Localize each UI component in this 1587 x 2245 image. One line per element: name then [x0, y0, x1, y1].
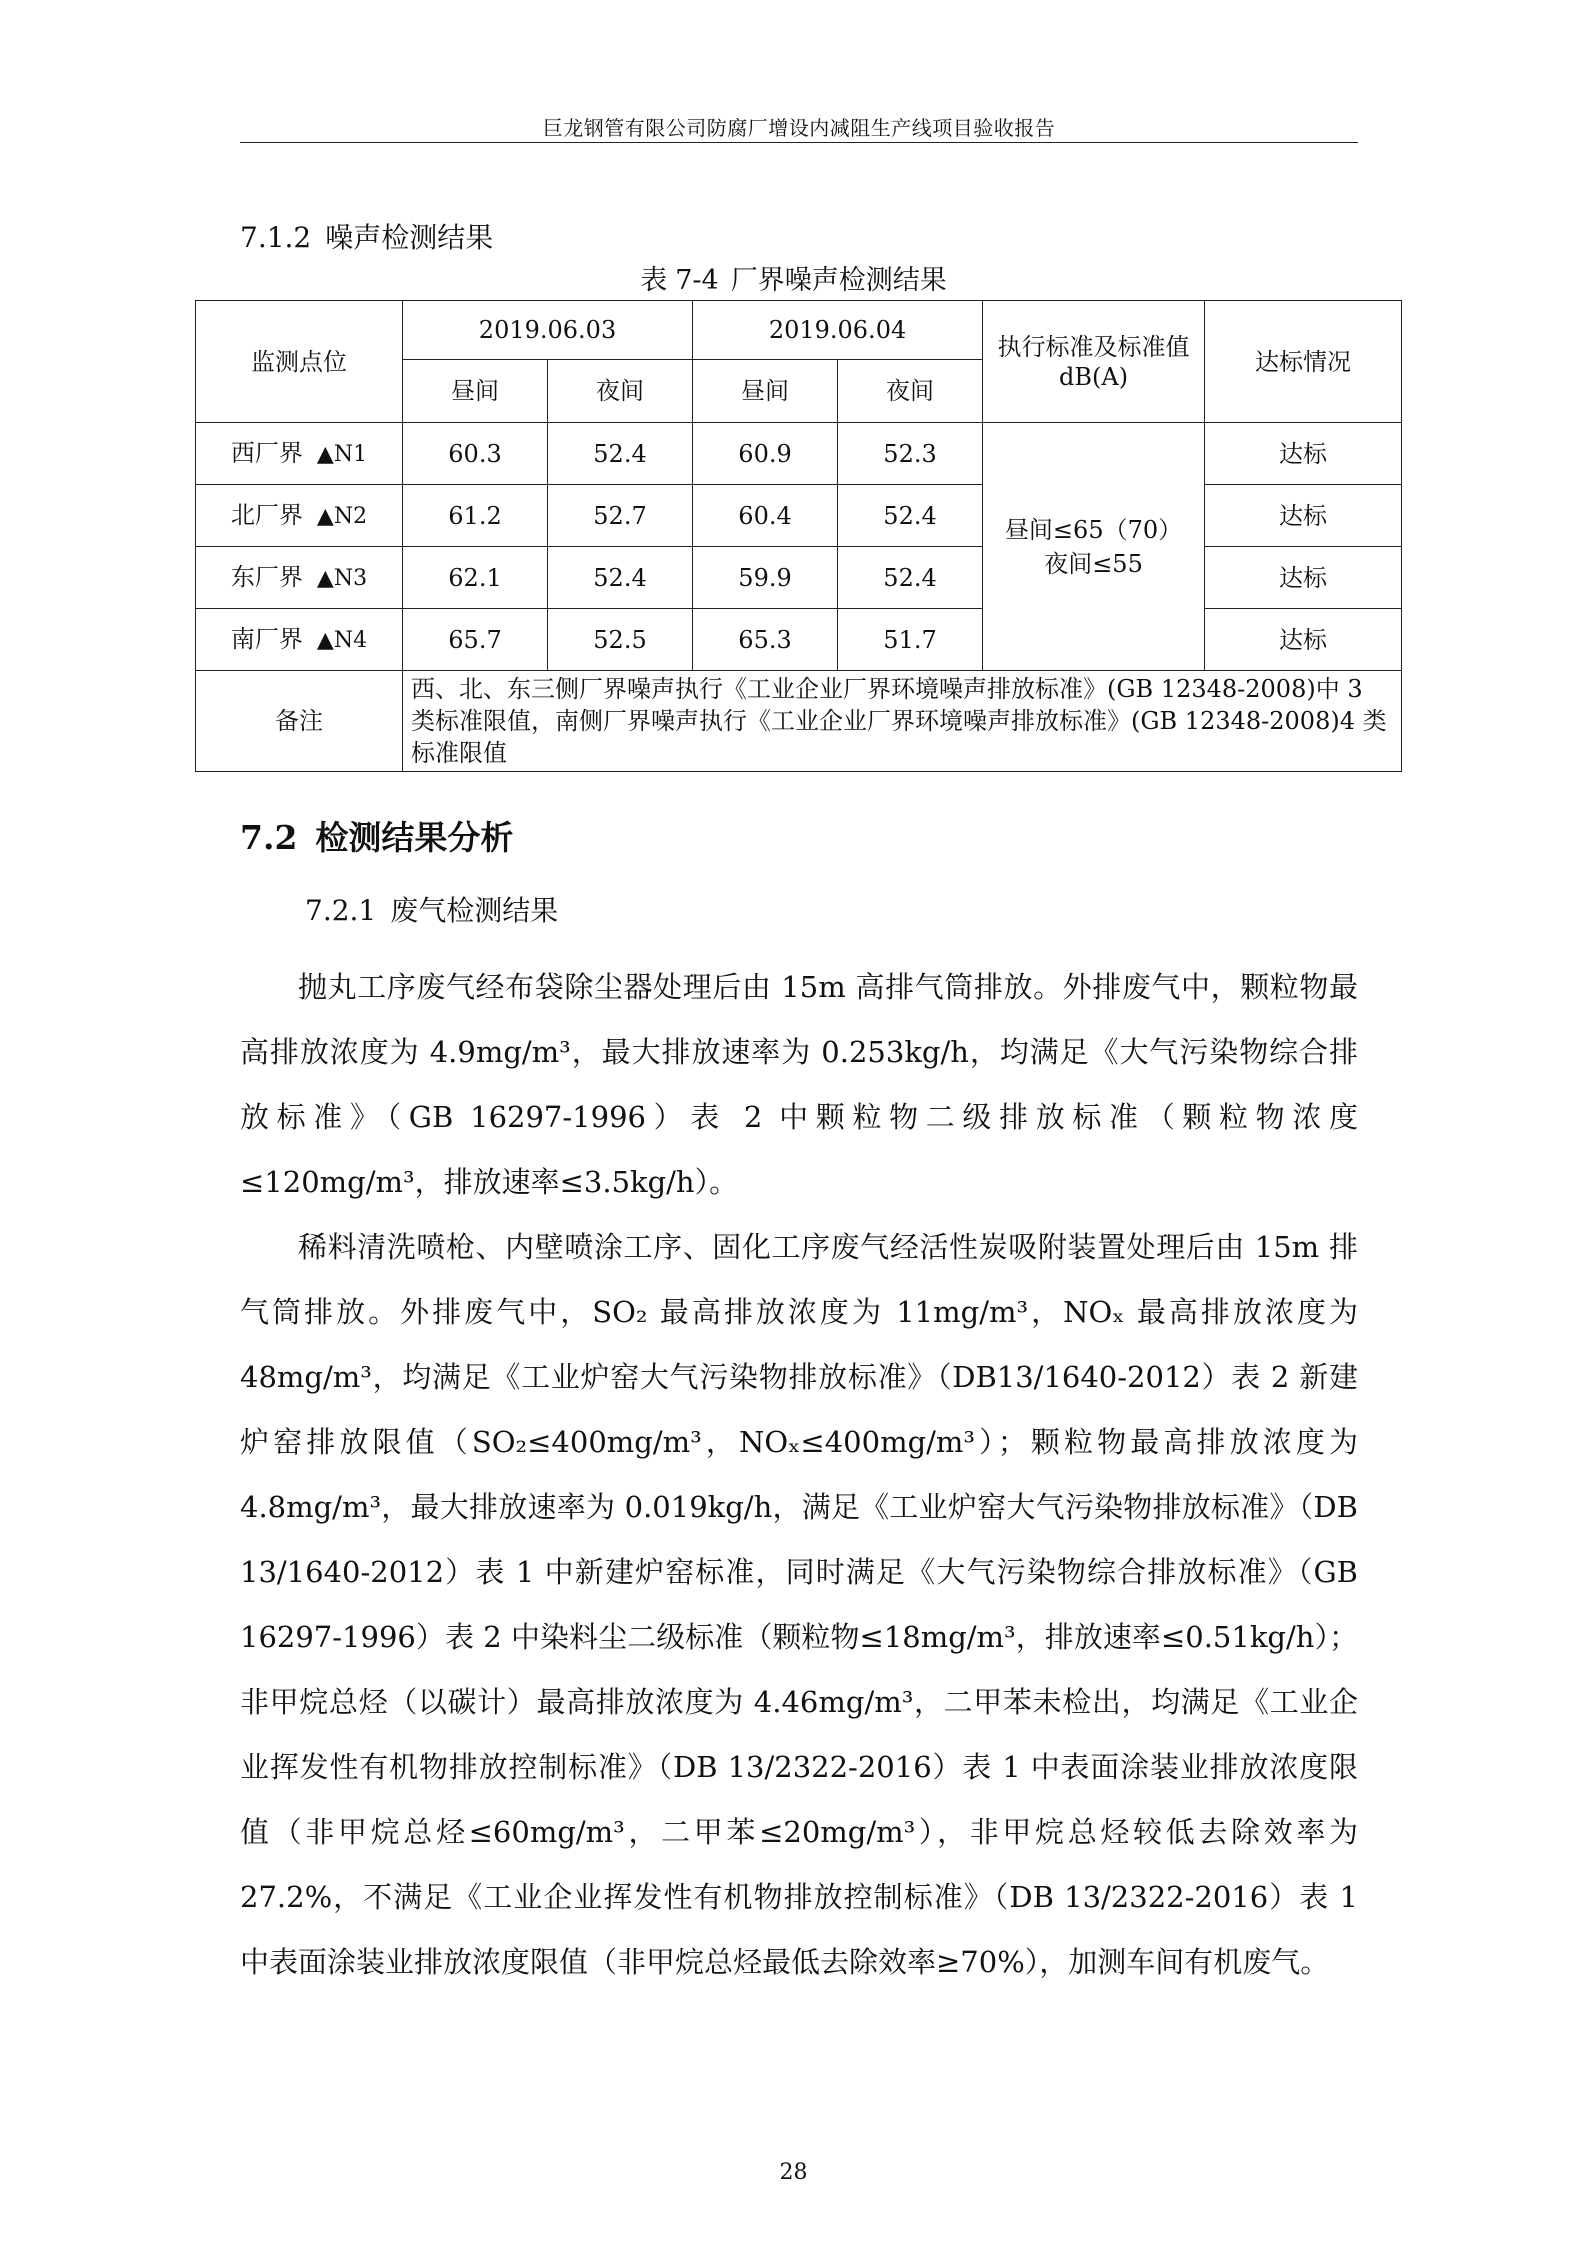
point-name: 北厂界 — [230, 500, 303, 529]
cell-d1-night: 52.4 — [548, 423, 693, 485]
running-header: 巨龙钢管有限公司防腐厂增设内减阻生产线项目验收报告 — [542, 116, 1056, 140]
header-night-1: 夜间 — [548, 360, 693, 423]
cell-d2-day: 60.9 — [693, 423, 838, 485]
cell-d1-night: 52.7 — [548, 485, 693, 547]
table-row — [196, 423, 1402, 485]
cell-d2-night: 51.7 — [838, 609, 983, 671]
table-caption — [0, 258, 1587, 297]
remark-label: 备注 — [196, 671, 403, 772]
row-point — [196, 423, 403, 485]
section-heading-7-2 — [240, 812, 513, 859]
subsection-number: 7.2.1 — [305, 894, 377, 927]
subsection-number: 7.1.2 — [240, 221, 312, 254]
cell-d2-day: 65.3 — [693, 609, 838, 671]
cell-d1-day: 61.2 — [403, 485, 548, 547]
point-marker: ▲N3 — [316, 565, 368, 591]
cell-status: 达标 — [1205, 423, 1402, 485]
cell-status: 达标 — [1205, 547, 1402, 609]
caption-title: 厂界噪声检测结果 — [730, 265, 947, 296]
point-marker: ▲N2 — [316, 503, 368, 529]
point-name: 南厂界 — [230, 624, 303, 653]
cell-d1-night: 52.5 — [548, 609, 693, 671]
remark-text: 西、北、东三侧厂界噪声执行《工业企业厂界环境噪声排放标准》(GB 12348-2008)中 3 类标准限值，南侧厂界噪声执行《工业企业厂界环境噪声排放标准》(GB 12348-2008)4 类标准限值 — [403, 671, 1402, 772]
header-night-2: 夜间 — [838, 360, 983, 423]
caption-number: 7-4 — [675, 265, 719, 296]
caption-prefix: 表 — [640, 265, 668, 296]
standard-day-limit: 昼间≤65（70） — [1004, 515, 1183, 544]
subsection-heading-7-2-1 — [305, 889, 558, 929]
cell-d2-day: 60.4 — [693, 485, 838, 547]
point-marker: ▲N4 — [316, 627, 368, 653]
header-compliance: 达标情况 — [1205, 301, 1402, 423]
header-date-1: 2019.06.03 — [403, 301, 693, 360]
table-row — [196, 547, 1402, 609]
header-divider — [240, 142, 1358, 143]
cell-d2-night: 52.4 — [838, 547, 983, 609]
table-remark-row — [196, 671, 1402, 772]
point-name: 东厂界 — [230, 562, 303, 591]
standard-night-limit: 夜间≤55 — [1044, 549, 1143, 578]
header-day-2: 昼间 — [693, 360, 838, 423]
page-number: 28 — [779, 2160, 808, 2185]
cell-d2-day: 59.9 — [693, 547, 838, 609]
point-marker: ▲N1 — [316, 441, 368, 467]
row-point — [196, 547, 403, 609]
body-paragraph-coating-exhaust: 稀料清洗喷枪、内壁喷涂工序、固化工序废气经活性炭吸附装置处理后由 15m 排气筒排放。外排废气中，SO₂ 最高排放浓度为 11mg/m³，NOₓ 最高排放浓度为 48mg/m³，均满足《工业炉窑大气污染物排放标准》（DB13/1640-2012）表 2 新建炉窑排放限值（SO₂≤400mg/m³，NOₓ≤400mg/m³）；颗粒物最高排放浓度为 4.8mg/m³，最大排放速率为 0.019kg/h，满足《工业炉窑大气污染物排放标准》（DB 13/1640-2012）表 1 中新建炉窑标准，同时满足《大气污染物综合排放标准》（GB 16297-1996）表 2 中染料尘二级标准（颗粒物≤18mg/m³，排放速率≤0.51kg/h）；非甲烷总烃（以碳计）最高排放浓度为 4.46mg/m³，二甲苯未检出，均满足《工业企业挥发性有机物排放控制标准》（DB 13/2322-2016）表 1 中表面涂装业排放浓度限值（非甲烷总烃≤60mg/m³，二甲苯≤20mg/m³），非甲烷总烃较低去除效率为 27.2%，不满足《工业企业挥发性有机物排放控制标准》（DB 13/2322-2016）表 1 中表面涂装业排放浓度限值（非甲烷总烃最低去除效率≥70%），加测车间有机废气。 — [240, 1230, 1358, 1979]
cell-d2-night: 52.4 — [838, 485, 983, 547]
noise-results-table — [195, 300, 1402, 772]
row-point — [196, 609, 403, 671]
header-standard: 执行标准及标准值dB(A) — [983, 301, 1205, 423]
header-day-1: 昼间 — [403, 360, 548, 423]
header-date-2: 2019.06.04 — [693, 301, 983, 360]
table-row — [196, 609, 1402, 671]
subsection-title: 废气检测结果 — [390, 894, 559, 927]
cell-status: 达标 — [1205, 485, 1402, 547]
body-paragraph-shot-blasting: 抛丸工序废气经布袋除尘器处理后由 15m 高排气筒排放。外排废气中，颗粒物最高排放浓度为 4.9mg/m³，最大排放速率为 0.253kg/h，均满足《大气污染物综合排放标准》（GB 16297-1996）表 2 中颗粒物二级排放标准（颗粒物浓度≤120mg/m³，排放速率≤3.5kg/h）。 — [240, 970, 1358, 1199]
cell-d1-day: 60.3 — [403, 423, 548, 485]
row-point — [196, 485, 403, 547]
point-name: 西厂界 — [230, 438, 303, 467]
table-header-row — [196, 301, 1402, 360]
section-number: 7.2 — [240, 818, 298, 857]
cell-status: 达标 — [1205, 609, 1402, 671]
header-monitoring-point: 监测点位 — [196, 301, 403, 423]
cell-d1-day: 65.7 — [403, 609, 548, 671]
cell-d1-day: 62.1 — [403, 547, 548, 609]
table-row — [196, 485, 1402, 547]
cell-d2-night: 52.3 — [838, 423, 983, 485]
standard-limits-cell — [983, 423, 1205, 671]
subsection-title: 噪声检测结果 — [325, 221, 494, 254]
section-title: 检测结果分析 — [315, 818, 514, 857]
subsection-heading-7-1-2 — [240, 216, 493, 256]
cell-d1-night: 52.4 — [548, 547, 693, 609]
